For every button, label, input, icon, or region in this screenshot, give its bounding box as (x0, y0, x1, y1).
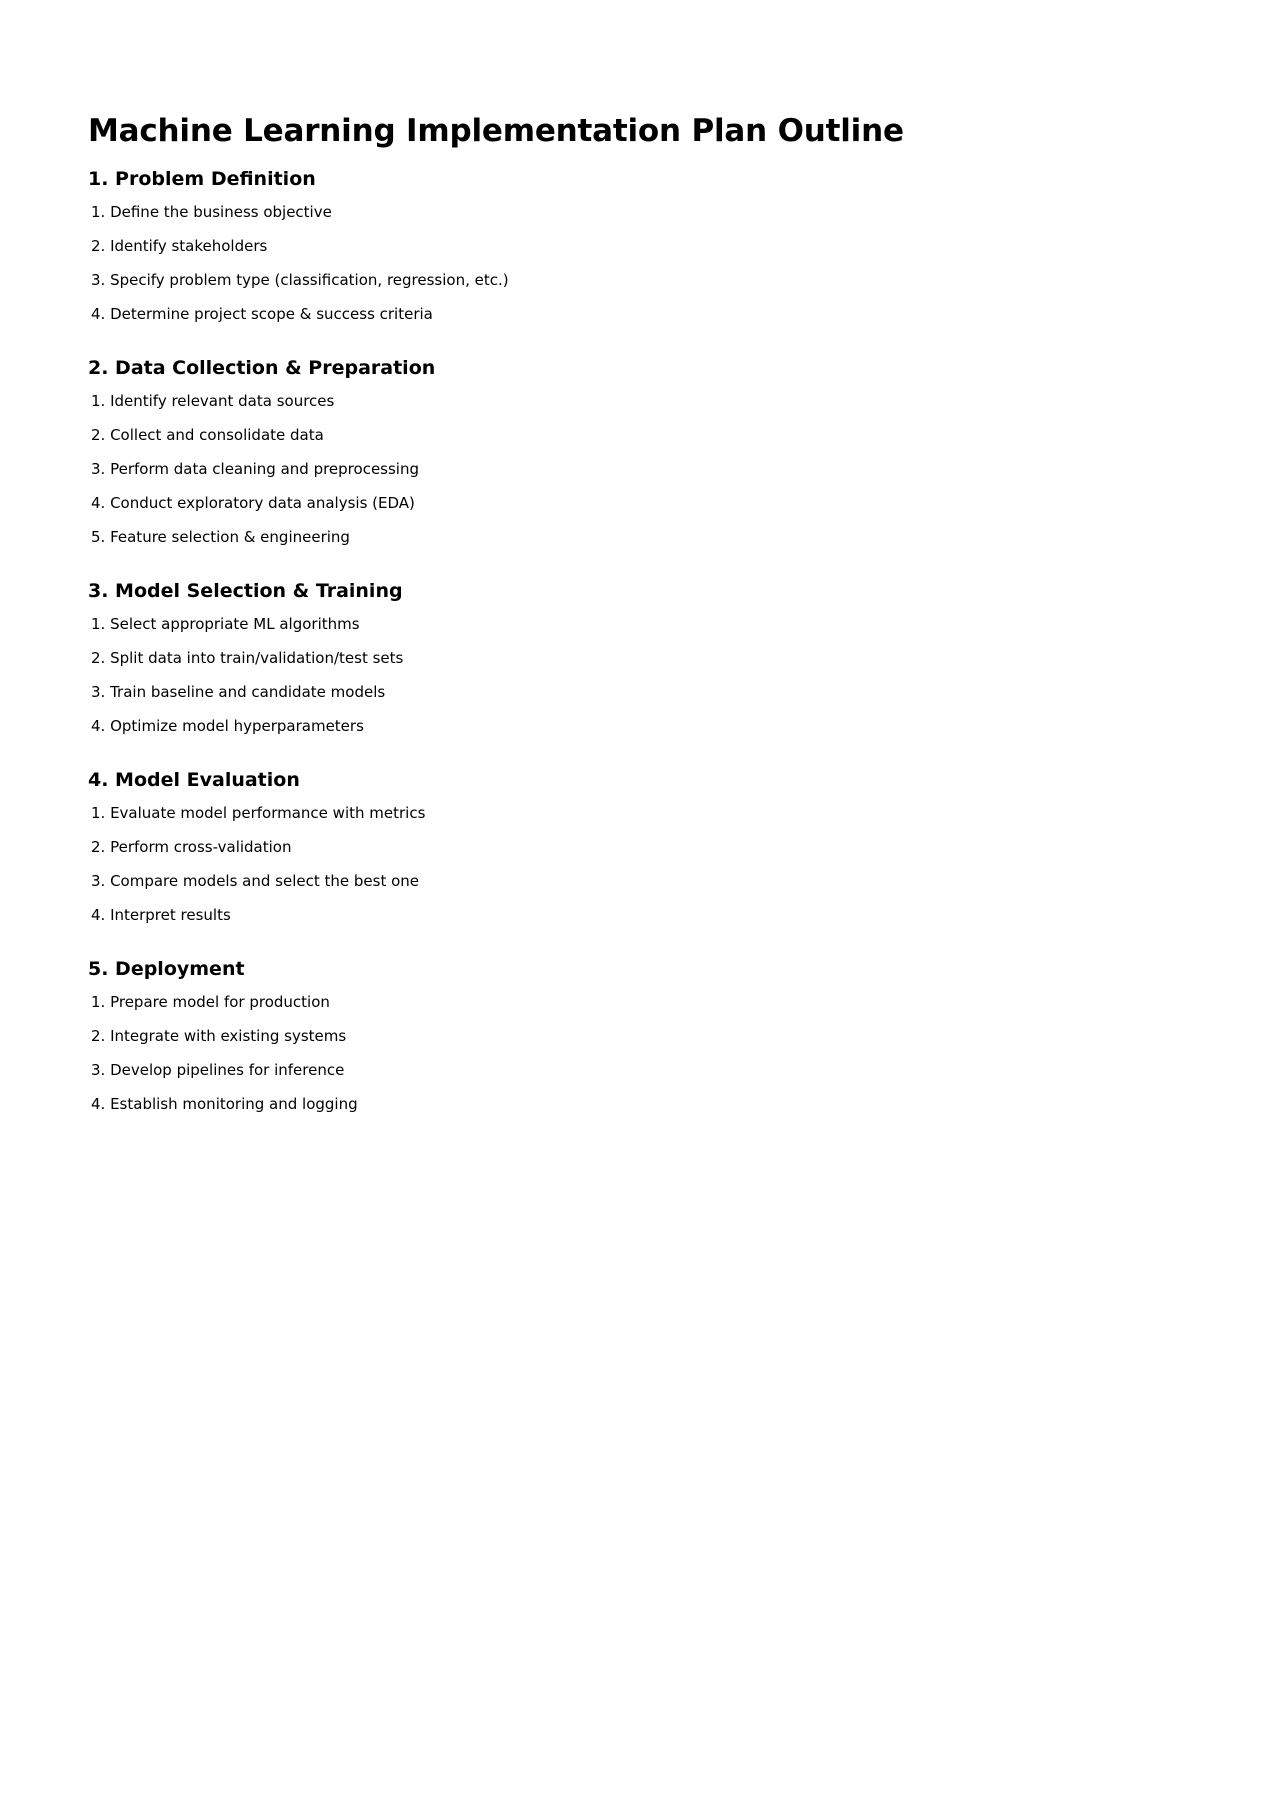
section-heading: 1. Problem Definition (88, 168, 316, 190)
section-data-collection (88, 357, 436, 546)
list-item: 2. Perform cross-validation (91, 838, 292, 856)
section-problem-definition (88, 168, 509, 323)
list-item: 2. Collect and consolidate data (91, 426, 324, 444)
list-item: 1. Prepare model for production (91, 993, 330, 1011)
section-heading: 5. Deployment (88, 958, 245, 980)
section-heading: 4. Model Evaluation (88, 769, 300, 791)
list-item: 4. Interpret results (91, 906, 231, 924)
list-item: 1. Define the business objective (91, 203, 332, 221)
section-heading: 3. Model Selection & Training (88, 580, 403, 602)
list-item: 1. Select appropriate ML algorithms (91, 615, 360, 633)
list-item: 5. Feature selection & engineering (91, 528, 350, 546)
list-item: 4. Determine project scope & success criteria (91, 305, 433, 323)
list-item: 1. Evaluate model performance with metrics (91, 804, 426, 822)
list-item: 2. Split data into train/validation/test sets (91, 649, 404, 667)
list-item: 3. Train baseline and candidate models (91, 683, 386, 701)
list-item: 2. Integrate with existing systems (91, 1027, 347, 1045)
section-deployment (88, 958, 358, 1113)
list-item: 3. Compare models and select the best one (91, 872, 420, 890)
page-title: Machine Learning Implementation Plan Outline (88, 113, 904, 149)
list-item: 4. Optimize model hyperparameters (91, 717, 364, 735)
list-item: 2. Identify stakeholders (91, 237, 268, 255)
list-item: 3. Perform data cleaning and preprocessing (91, 460, 420, 478)
section-model-selection (88, 580, 404, 735)
list-item: 4. Establish monitoring and logging (91, 1095, 358, 1113)
list-item: 3. Specify problem type (classification, regression, etc.) (91, 271, 509, 289)
list-item: 4. Conduct exploratory data analysis (EDA) (91, 494, 415, 512)
list-item: 3. Develop pipelines for inference (91, 1061, 345, 1079)
section-model-evaluation (88, 769, 426, 924)
section-heading: 2. Data Collection & Preparation (88, 357, 436, 379)
list-item: 1. Identify relevant data sources (91, 392, 335, 410)
